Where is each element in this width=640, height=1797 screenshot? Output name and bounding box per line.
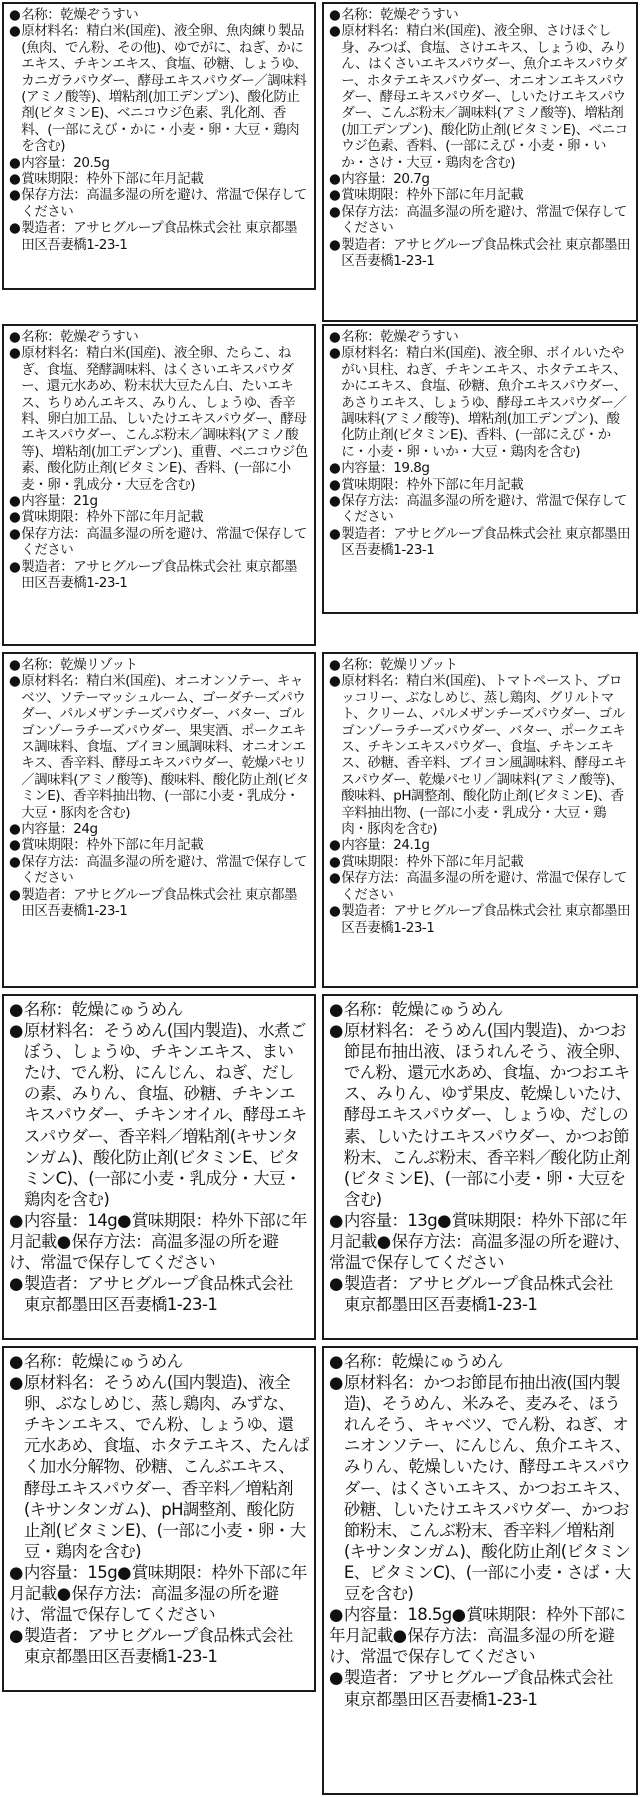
expiry-line: ● 賞味期限：枠外下部に年月記載 bbox=[329, 853, 524, 870]
name-line: ● 名称：乾燥にゅうめん bbox=[329, 1352, 503, 1371]
bullet-icon: ● bbox=[329, 1000, 343, 1019]
bullet-icon: ● bbox=[9, 1373, 23, 1393]
bullet-icon: ● bbox=[9, 821, 21, 838]
bullet-icon: ● bbox=[376, 1232, 391, 1252]
name-line: ● 名称：乾燥ぞうすい bbox=[329, 7, 459, 23]
content-line: ● 内容量：20.5g bbox=[9, 154, 110, 171]
bullet-icon: ● bbox=[329, 1668, 343, 1688]
bullet-icon: ● bbox=[329, 1210, 343, 1230]
name-line: ● 名称：乾燥リゾット bbox=[9, 657, 138, 673]
bullet-icon: ● bbox=[9, 187, 21, 204]
storage-line: ● 保存方法：高温多湿の所を避け、常温で保存してください bbox=[9, 187, 307, 220]
bullet-icon: ● bbox=[329, 837, 341, 854]
expiry-line: ● 賞味期限：枠外下部に年月記載 bbox=[9, 509, 204, 526]
bullet-icon: ● bbox=[9, 509, 21, 526]
ingredients-line: ● 原材料名：精白米(国産)、液全卵、魚肉練り製品(魚肉、でん粉、その他)、ゆでがに、ねぎ、かにエキス、チキンエキス、食塩、砂糖、しょうゆ、カニガラパウダー、酵母エキスパウダー／調味料(アミノ酸等)、増粘剤(加工デンプン)、酸化防止剤(ビタミンE)、ベニコウジ色素、乳化剤、香料、(一部にえび・かに・小麦・卵・大豆・鶏肉を含む) bbox=[9, 23, 307, 155]
expiry-line: ● 賞味期限：枠外下部に年月記載 bbox=[9, 171, 204, 188]
name-line: ● 名称：乾燥ぞうすい bbox=[329, 329, 459, 345]
bullet-icon: ● bbox=[9, 657, 21, 673]
bullet-icon: ● bbox=[117, 1210, 131, 1230]
bullet-icon: ● bbox=[329, 1274, 343, 1294]
content-line: ● 内容量：19.8g bbox=[329, 460, 430, 477]
maker-line: ● 製造者：アサヒグループ食品株式会社 東京都墨田区吾妻橋1-23-1 bbox=[329, 1274, 613, 1315]
bullet-icon: ● bbox=[9, 345, 21, 362]
bullet-icon: ● bbox=[9, 853, 21, 870]
bullet-icon: ● bbox=[9, 673, 21, 690]
content-expiry-storage-line: ●内容量：14g●賞味期限：枠外下部に年月記載●保存方法：高温多湿の所を避け、常温で保存してください bbox=[9, 1210, 307, 1273]
bullet-icon: ● bbox=[117, 1562, 131, 1582]
bullet-icon: ● bbox=[329, 345, 341, 362]
storage-line: ● 保存方法：高温多湿の所を避け、常温で保存してください bbox=[9, 525, 307, 559]
bullet-icon: ● bbox=[329, 870, 341, 887]
bullet-icon: ● bbox=[451, 1605, 466, 1625]
ingredients-line: ● 原材料名：精白米(国産)、液全卵、さけほぐし身、みつば、食塩、さけエキス、しょうゆ、みりん、はくさいエキスパウダー、魚介エキスパウダー、ホタテエキスパウダー、オニオンエキスパウダー、酵母エキスパウダー、しいたけエキスパウダー、こんぶ粉末／調味料(アミノ酸等)、増粘剤(加工デンプン)、酸化防止剤(ビタミンE)、ベニコウジ色素、香料、(一部にえび・小麦・卵・いか・さけ・大豆・鶏肉を含む) bbox=[329, 23, 628, 171]
bullet-icon: ● bbox=[329, 1605, 343, 1625]
label-panel-2 bbox=[322, 2, 638, 322]
bullet-icon: ● bbox=[9, 525, 21, 542]
bullet-icon: ● bbox=[329, 171, 341, 188]
bullet-icon: ● bbox=[329, 1352, 343, 1371]
bullet-icon: ● bbox=[9, 1626, 23, 1646]
bullet-icon: ● bbox=[329, 187, 341, 204]
bullet-icon: ● bbox=[329, 7, 341, 23]
storage-line: ● 保存方法：高温多湿の所を避け、常温で保存してください bbox=[329, 870, 627, 903]
maker-line: ● 製造者：アサヒグループ食品株式会社 東京都墨田区吾妻橋1-23-1 bbox=[9, 1626, 293, 1667]
bullet-icon: ● bbox=[9, 154, 21, 171]
label-panel-6 bbox=[322, 652, 638, 988]
maker-line: ● 製造者：アサヒグループ食品株式会社 東京都墨田区吾妻橋1-23-1 bbox=[329, 236, 630, 270]
expiry-line: ● 賞味期限：枠外下部に年月記載 bbox=[329, 476, 524, 493]
maker-line: ● 製造者：アサヒグループ食品株式会社 東京都墨田区吾妻橋1-23-1 bbox=[9, 886, 297, 920]
label-panel-4 bbox=[322, 324, 638, 614]
bullet-icon: ● bbox=[329, 23, 341, 40]
name-line: ● 名称：乾燥にゅうめん bbox=[9, 1352, 183, 1371]
bullet-icon: ● bbox=[9, 558, 21, 575]
ingredients-line: ● 原材料名：そうめん(国内製造)、かつお節昆布抽出液、ほうれんそう、液全卵、でん粉、還元水あめ、食塩、かつおエキス、みりん、ゆず果皮、乾燥しいたけ、酵母エキスパウダー、しょうゆ、だしの素、しいたけエキスパウダー、かつお節粉末、こんぶ粉末、香辛料／酸化防止剤(ビタミンE)、(一部に小麦・卵・大豆を含む) bbox=[329, 1021, 631, 1209]
content-expiry-storage-line: ●内容量：13g●賞味期限：枠外下部に年月記載●保存方法：高温多湿の所を避け、常温で保存してください bbox=[329, 1210, 630, 1273]
bullet-icon: ● bbox=[329, 1373, 343, 1393]
label-panel-1 bbox=[2, 2, 316, 290]
bullet-icon: ● bbox=[329, 673, 341, 690]
label-panel-7 bbox=[2, 994, 316, 1340]
expiry-line: ● 賞味期限：枠外下部に年月記載 bbox=[329, 187, 524, 204]
content-line: ● 内容量：20.7g bbox=[329, 171, 430, 188]
maker-line: ● 製造者：アサヒグループ食品株式会社 東京都墨田区吾妻橋1-23-1 bbox=[329, 903, 630, 936]
content-line: ● 内容量：24g bbox=[9, 821, 98, 838]
bullet-icon: ● bbox=[56, 1584, 71, 1604]
bullet-icon: ● bbox=[9, 1021, 23, 1041]
bullet-icon: ● bbox=[9, 1274, 23, 1294]
ingredients-line: ● 原材料名：精白米(国産)、トマトペースト、ブロッコリー、ぶなしめじ、蒸し鶏肉、グリルトマト、クリーム、パルメザンチーズパウダー、ゴルゴンゾーラチーズパウダー、バター、ポークエキス、チキンエキスパウダー、食塩、チキンエキス、砂糖、香辛料、ブイヨン風調味料、酵母エキスパウダー、乾燥パセリ／調味料(アミノ酸等)、酸味料、pH調整剤、酸化防止剤(ビタミンE)、香辛料抽出物、(一部に小麦・乳成分・大豆・鶏肉・豚肉を含む) bbox=[329, 673, 627, 838]
bullet-icon: ● bbox=[9, 1210, 23, 1230]
bullet-icon: ● bbox=[329, 525, 341, 542]
maker-line: ● 製造者：アサヒグループ食品株式会社 東京都墨田区吾妻橋1-23-1 bbox=[329, 1668, 613, 1709]
name-line: ● 名称：乾燥ぞうすい bbox=[9, 329, 139, 345]
bullet-icon: ● bbox=[329, 493, 341, 510]
ingredients-line: ● 原材料名：精白米(国産)、液全卵、たらこ、ねぎ、食塩、発酵調味料、はくさいエキスパウダー、還元水あめ、粉末状大豆たん白、たいエキス、ちりめんエキス、みりん、しょうゆ、香辛料、卵白加工品、しいたけエキスパウダー、酵母エキスパウダー、こんぶ粉末／調味料(アミノ酸等)、増粘剤(加工デンプン)、重曹、ベニコウジ色素、酸化防止剤(ビタミンE)、香料、(一部に小麦・卵・乳成分・大豆を含む) bbox=[9, 345, 308, 493]
bullet-icon: ● bbox=[329, 236, 341, 253]
content-line: ● 内容量：24.1g bbox=[329, 837, 430, 854]
bullet-icon: ● bbox=[9, 493, 21, 510]
bullet-icon: ● bbox=[56, 1232, 71, 1252]
bullet-icon: ● bbox=[329, 853, 341, 870]
bullet-icon: ● bbox=[9, 220, 21, 237]
content-line: ● 内容量：21g bbox=[9, 493, 98, 510]
name-line: ● 名称：乾燥ぞうすい bbox=[9, 7, 139, 23]
bullet-icon: ● bbox=[329, 1021, 343, 1041]
storage-line: ● 保存方法：高温多湿の所を避け、常温で保存してください bbox=[9, 853, 307, 887]
maker-line: ● 製造者：アサヒグループ食品株式会社 東京都墨田区吾妻橋1-23-1 bbox=[9, 558, 297, 592]
bullet-icon: ● bbox=[9, 886, 21, 903]
ingredients-line: ● 原材料名：精白米(国産)、オニオンソテー、キャベツ、ソテーマッシュルーム、ゴーダチーズパウダー、パルメザンチーズパウダー、バター、ゴルゴンゾーラチーズパウダー、果実酒、ポークエキス調味料、食塩、ブイヨン風調味料、オニオンエキス、香辛料、酵母エキスパウダー、乾燥パセリ／調味料(アミノ酸等)、酸味料、酸化防止剤(ビタミンE)、香辛料抽出物、(一部に小麦・乳成分・大豆・豚肉を含む) bbox=[9, 673, 309, 821]
content-expiry-storage-line: ●内容量：18.5g●賞味期限：枠外下部に年月記載●保存方法：高温多湿の所を避け、常温で保存してください bbox=[329, 1605, 626, 1667]
storage-line: ● 保存方法：高温多湿の所を避け、常温で保存してください bbox=[329, 203, 627, 237]
storage-line: ● 保存方法：高温多湿の所を避け、常温で保存してください bbox=[329, 493, 627, 526]
bullet-icon: ● bbox=[329, 460, 341, 477]
bullet-icon: ● bbox=[9, 1562, 23, 1582]
label-panel-9 bbox=[2, 1346, 316, 1692]
bullet-icon: ● bbox=[329, 657, 341, 673]
name-line: ● 名称：乾燥リゾット bbox=[329, 657, 458, 673]
maker-line: ● 製造者：アサヒグループ食品株式会社 東京都墨田区吾妻橋1-23-1 bbox=[9, 220, 297, 253]
ingredients-line: ● 原材料名：かつお節昆布抽出液(国内製造)、そうめん、米みそ、麦みそ、ほうれんそう、キャベツ、でん粉、ねぎ、オニオンソテー、にんじん、魚介エキス、みりん、乾燥しいたけ、酵母エキスパウダー、はくさいエキス、かつおエキス、砂糖、しいたけエキスパウダー、かつお節粉末、こんぶ粉末、香辛料／増粘剤(キサンタンガム)、酸化防止剤(ビタミンE、ビタミンC)、(一部に小麦・さば・大豆を含む) bbox=[329, 1373, 631, 1604]
ingredients-line: ● 原材料名：精白米(国産)、液全卵、ボイルいたやがい貝柱、ねぎ、チキンエキス、ホタテエキス、かにエキス、食塩、砂糖、魚介エキスパウダー、あさりエキス、しょうゆ、酵母エキスパウダー／調味料(アミノ酸等)、増粘剤(加工デンプン)、酸化防止剤(ビタミンE)、香料、(一部にえび・かに・小麦・卵・いか・大豆・鶏肉を含む) bbox=[329, 345, 627, 460]
label-panel-3 bbox=[2, 324, 316, 646]
bullet-icon: ● bbox=[329, 476, 341, 493]
bullet-icon: ● bbox=[9, 171, 21, 188]
bullet-icon: ● bbox=[9, 7, 21, 23]
name-line: ● 名称：乾燥にゅうめん bbox=[9, 1000, 183, 1019]
name-line: ● 名称：乾燥にゅうめん bbox=[329, 1000, 503, 1019]
label-panel-5 bbox=[2, 652, 316, 988]
ingredients-line: ● 原材料名：そうめん(国内製造)、水煮ごぼう、しょうゆ、チキンエキス、まいたけ、でん粉、にんじん、ねぎ、だしの素、みりん、食塩、砂糖、チキンエキスパウダー、チキンオイル、酵母エキスパウダー、香辛料／増粘剤(キサンタンガム)、酸化防止剤(ビタミンE、ビタミンC)、(一部に小麦・乳成分・大豆・鶏肉を含む) bbox=[9, 1021, 307, 1209]
bullet-icon: ● bbox=[9, 1000, 23, 1019]
label-panel-8 bbox=[322, 994, 638, 1340]
bullet-icon: ● bbox=[392, 1626, 407, 1646]
bullet-icon: ● bbox=[9, 837, 21, 854]
ingredients-line: ● 原材料名：そうめん(国内製造)、液全卵、ぶなしめじ、蒸し鶏肉、みずな、チキンエキス、でん粉、しょうゆ、還元水あめ、食塩、ホタテエキス、たんぱく加水分解物、砂糖、こんぶエキス、酵母エキスパウダー、香辛料／増粘剤(キサンタンガム)、pH調整剤、酸化防止剤(ビタミンE)、(一部に小麦・卵・大豆・鶏肉を含む) bbox=[9, 1373, 309, 1561]
bullet-icon: ● bbox=[329, 329, 341, 345]
bullet-icon: ● bbox=[437, 1210, 451, 1230]
bullet-icon: ● bbox=[9, 23, 21, 40]
content-expiry-storage-line: ●内容量：15g●賞味期限：枠外下部に年月記載●保存方法：高温多湿の所を避け、常温で保存してください bbox=[9, 1562, 307, 1625]
bullet-icon: ● bbox=[9, 1352, 23, 1371]
expiry-line: ● 賞味期限：枠外下部に年月記載 bbox=[9, 837, 204, 854]
bullet-icon: ● bbox=[9, 329, 21, 345]
label-panel-10 bbox=[322, 1346, 638, 1795]
maker-line: ● 製造者：アサヒグループ食品株式会社 東京都墨田区吾妻橋1-23-1 bbox=[329, 525, 630, 559]
bullet-icon: ● bbox=[329, 203, 341, 220]
maker-line: ● 製造者：アサヒグループ食品株式会社 東京都墨田区吾妻橋1-23-1 bbox=[9, 1274, 293, 1315]
bullet-icon: ● bbox=[329, 903, 341, 920]
